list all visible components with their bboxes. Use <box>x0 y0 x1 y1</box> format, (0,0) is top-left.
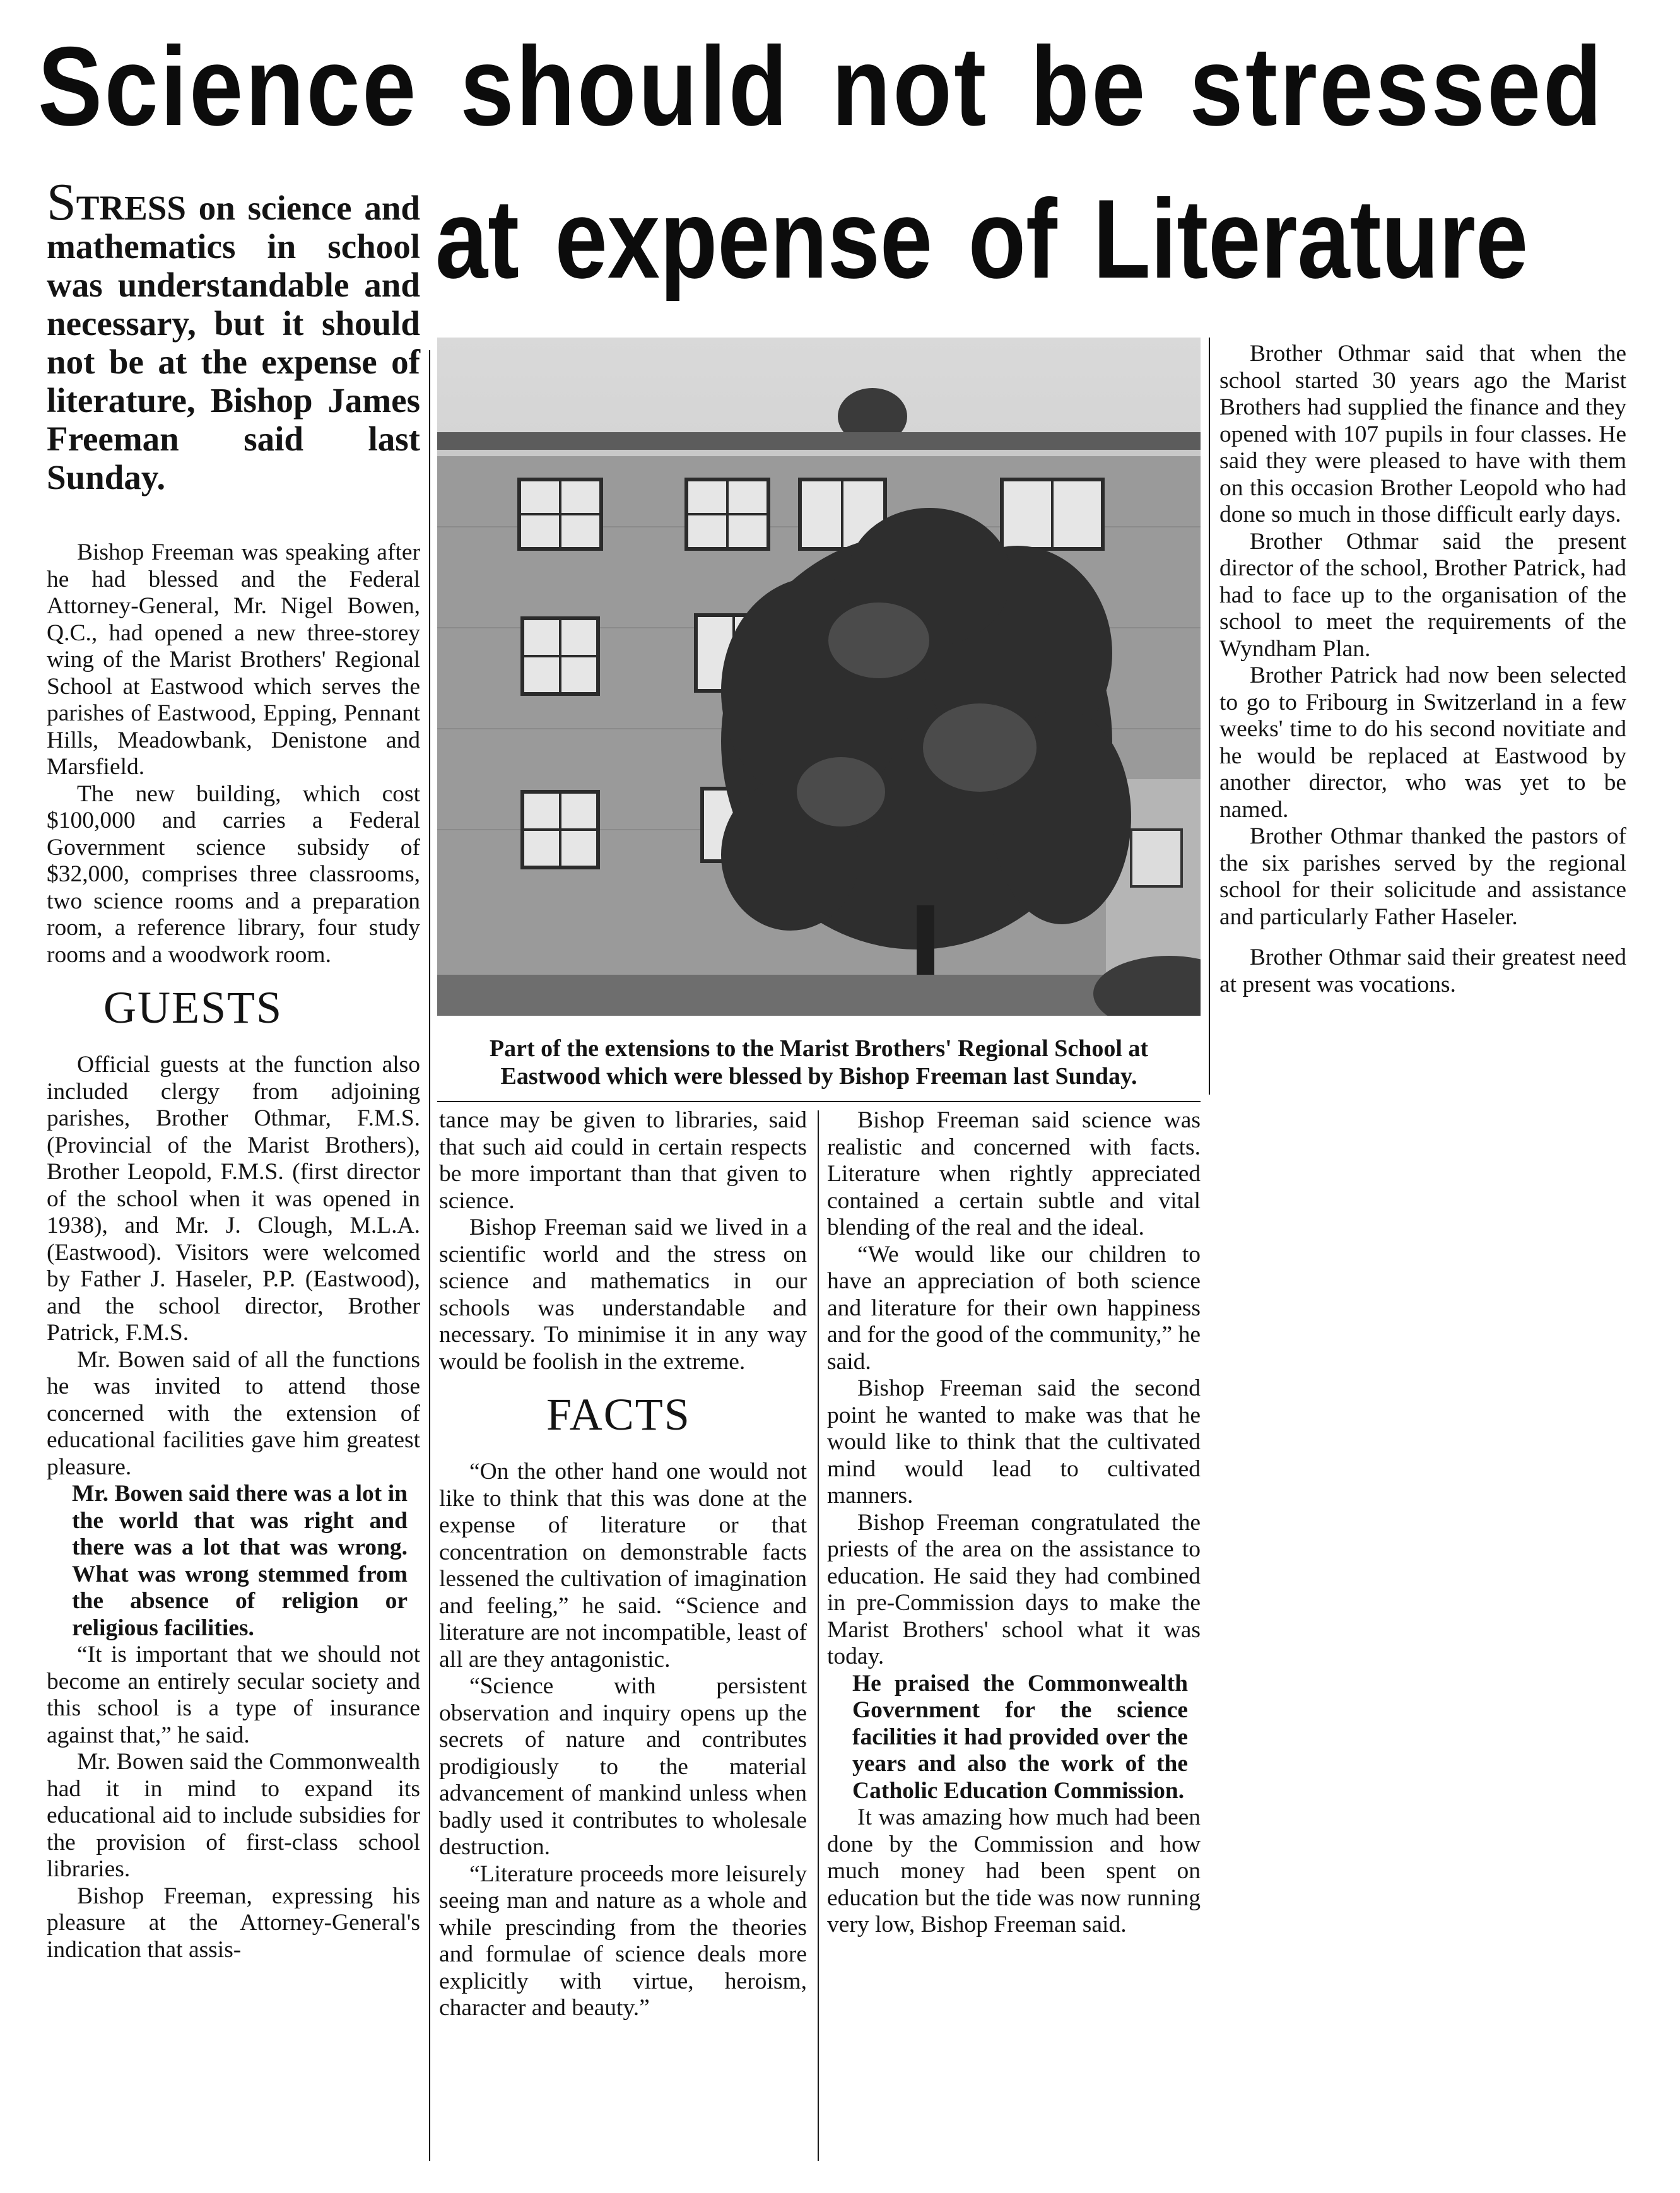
paragraph: Bishop Freeman was speaking after he had blessed and the Federal Attorney-General, Mr. Nigel Bowen, Q.C., had opened a new three-storey wing of the Marist Brothers' Regional School at Eastwood which serves the parishes of Eastwood, Epping, Pennant Hills, Meadowbank, Denistone and Marsfield. <box>47 539 420 780</box>
article-column-1 <box>47 539 420 1963</box>
subheading-facts: FACTS <box>546 1389 691 1440</box>
paragraph: The new building, which cost $100,000 and carries a Federal Government science subsidy of $32,000, comprises three classrooms, two science rooms and a preparation room, a reference library, four study rooms and a woodwork room. <box>47 780 420 968</box>
column-rule-1 <box>429 350 430 2161</box>
paragraph: Bishop Freeman said the second point he wanted to make was that he would like to think that the cultivated mind would lead to cultivated manners. <box>827 1375 1201 1508</box>
paragraph: “Science with persistent observation and inquiry opens up the secrets of nature and contributes prodigiously to the material advancement of mankind unless when badly used it contributes to wholesale destruction. <box>439 1673 807 1860</box>
paragraph: Official guests at the function also included clergy from adjoining parishes, Brother Othmar, F.M.S. (Provincial of the Marist Brothers), Brother Leopold, F.M.S. (first director of the school when it was opened in 1938), and Mr. J. Clough, M.L.A. (Eastwood). Visitors were welcomed by Father J. Haseler, P.P. (Eastwood), and the school director, Brother Patrick, F.M.S. <box>47 1052 420 1346</box>
lede-paragraph <box>47 173 420 497</box>
paragraph: Brother Othmar thanked the pastors of the six parishes served by the regional school for their solicitude and assistance and particularly Father Haseler. <box>1219 823 1626 930</box>
paragraph: Mr. Bowen said the Commonwealth had it in mind to expand its educational aid to include subsidies for the provision of first-class school libraries. <box>47 1749 420 1882</box>
column-rule-3 <box>1209 338 1210 1095</box>
paragraph: Mr. Bowen said of all the functions he was invited to attend those concerned with the extension of educational facilities gave him greatest pleasure. <box>47 1346 420 1480</box>
column-rule-2 <box>818 1110 819 2161</box>
paragraph: Bishop Freeman said science was realistic and concerned with facts. Literature when rightly appreciated contained a certain subtle and vital blending of the real and the ideal. <box>827 1107 1201 1240</box>
lede-text: TRESS on science and mathematics in school was understandable and necessary, but it should not be at the expense of literature, Bishop James Freeman said last Sunday. <box>47 189 420 497</box>
paragraph: tance may be given to libraries, said that such aid could in certain respects be more important than that given to science. <box>439 1107 807 1214</box>
drop-cap: S <box>47 173 76 232</box>
subheading-guests: GUESTS <box>103 982 283 1033</box>
article-column-2 <box>439 1107 807 2022</box>
headline-line-2: at expense of Literature <box>435 176 1529 302</box>
paragraph: Bishop Freeman congratulated the priests of the area on the assistance to education. He said they had combined in pre-Commission days to make the Marist Brothers' school what it was today. <box>827 1509 1201 1669</box>
paragraph: Bishop Freeman, expressing his pleasure at the Attorney-General's indication that assis- <box>47 1883 420 1963</box>
paragraph: Brother Othmar said that when the school started 30 years ago the Marist Brothers had supplied the finance and they opened with 107 pupils in four classes. He said they were pleased to have with them on this occasion Brother Leopold who had done so much in those difficult early days. <box>1219 341 1626 527</box>
paragraph: “Literature proceeds more leisurely seeing man and nature as a whole and while prescinding from the theories and formulae of science deals more explicitly with virtue, heroism, character and beauty.” <box>439 1861 807 2021</box>
photo-caption: Part of the extensions to the Marist Brothers' Regional School at Eastwood which were blessed by Bishop Freeman last Sunday. <box>489 1035 1149 1090</box>
paragraph: “We would like our children to have an appreciation of both science and literature for their own happiness and for the good of the community,” he said. <box>827 1241 1201 1375</box>
headline-line-1: Science should not be stressed <box>38 23 1604 149</box>
school-building-photo <box>437 338 1201 1016</box>
paragraph: “On the other hand one would not like to think that this was done at the expense of literature or that concentration on demonstrable facts lessened the cultivation of imagination and feeling,” he said. “Science and literature are not incompatible, least of all are they antagonistic. <box>439 1459 807 1673</box>
bold-paragraph: Mr. Bowen said there was a lot in the world that was right and there was a lot that was wrong. What was wrong stemmed from the absence of religion or religious facilities. <box>72 1481 408 1641</box>
paragraph: “It is important that we should not become an entirely secular society and this school is a type of insurance against that,” he said. <box>47 1642 420 1748</box>
article-column-3 <box>827 1107 1201 1939</box>
bold-paragraph: He praised the Commonwealth Government for the science facilities it had provided over the years and also the work of the Catholic Education Commission. <box>852 1670 1188 1804</box>
paragraph: Brother Patrick had now been selected to go to Fribourg in Switzerland in a few weeks' time to do his second novitiate and he would be replaced at Eastwood by another director, who was yet to be named. <box>1219 662 1626 823</box>
paragraph: Brother Othmar said their greatest need at present was vocations. <box>1219 944 1626 997</box>
paragraph: Bishop Freeman said we lived in a scientific world and the stress on science and mathematics in our schools was understandable and necessary. To minimise it in any way would be foolish in the extreme. <box>439 1214 807 1375</box>
paragraph: It was amazing how much had been done by the Commission and how much money had been spent on education but the tide was now running very low, Bishop Freeman said. <box>827 1804 1201 1937</box>
paragraph: Brother Othmar said the present director of the school, Brother Patrick, had had to face up to the organisation of the school to meet the requirements of the Wyndham Plan. <box>1219 528 1626 662</box>
article-column-4 <box>1219 341 1626 998</box>
caption-rule <box>437 1101 1201 1102</box>
photo-illustration <box>437 338 1201 1016</box>
